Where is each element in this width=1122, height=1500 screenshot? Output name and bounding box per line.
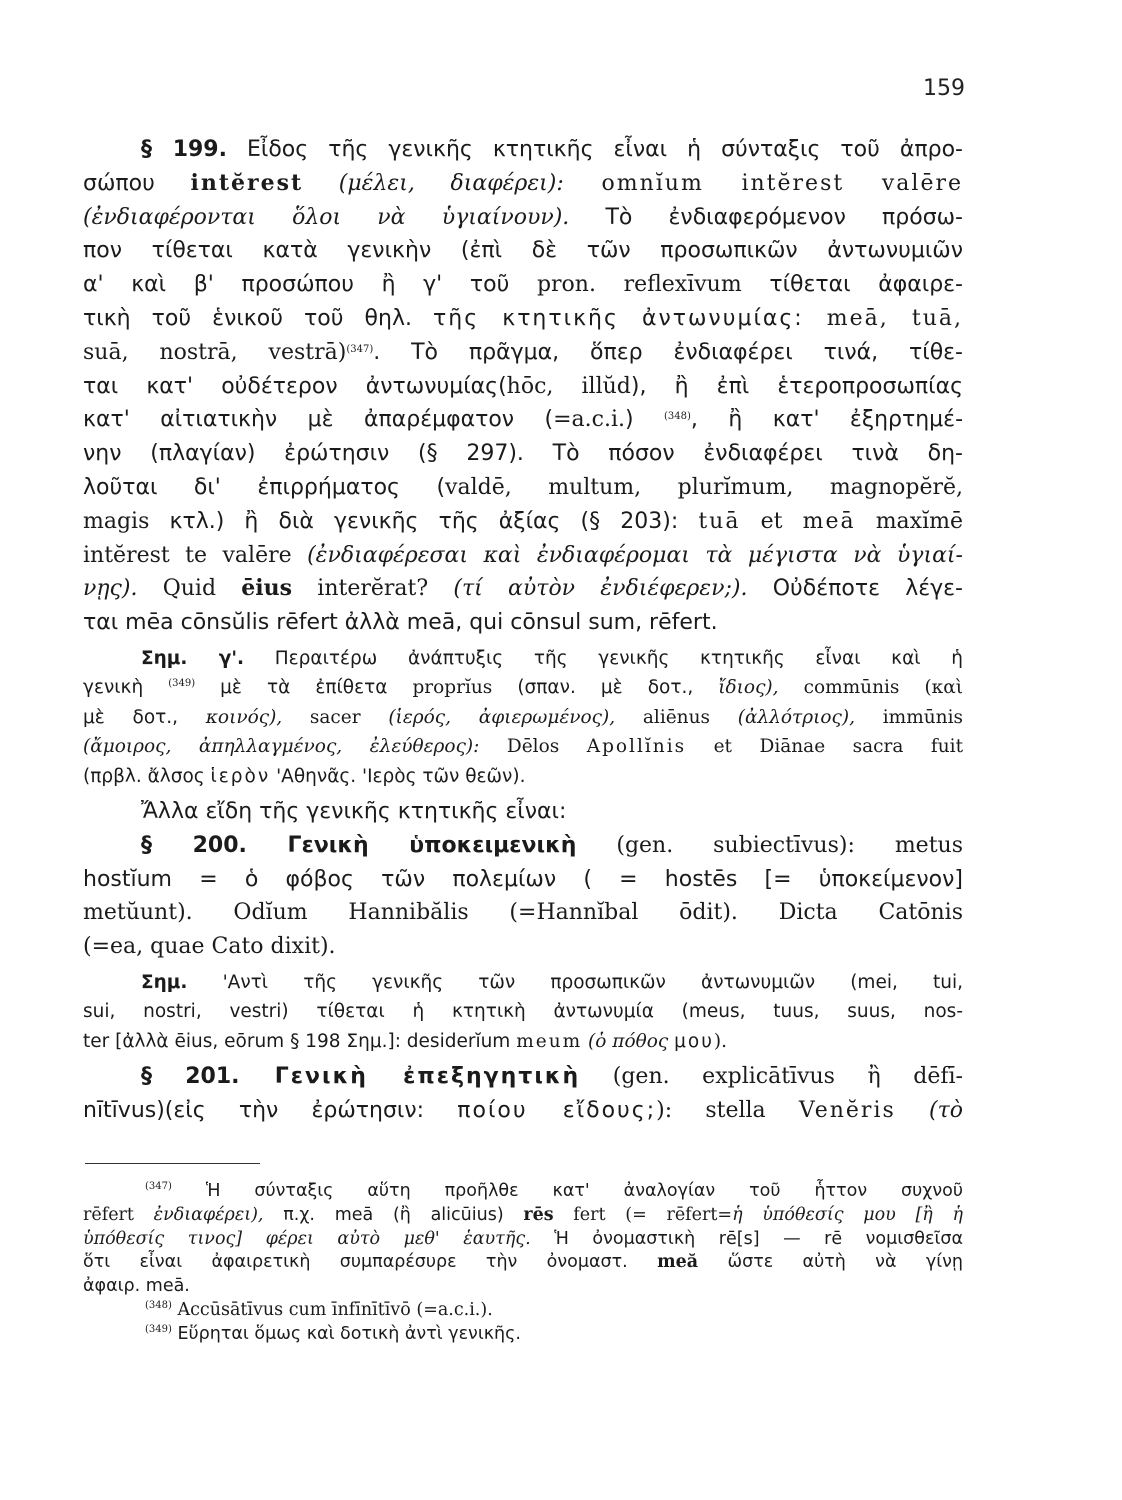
latin-example: Venĕris <box>798 1097 896 1123</box>
line <box>83 997 963 1026</box>
text: , ἢ κατ' ἐξηρτημέ- <box>690 407 964 433</box>
latin-term: fert (= rēfert= <box>553 1204 733 1225</box>
text: νην (πλαγίαν) ἐρώτησιν (§ 297). Τὸ πόσον ἐνδιαφέρει τινὰ δη- <box>83 441 963 467</box>
line <box>83 268 963 302</box>
line <box>83 829 963 863</box>
text: Τὸ ἐνδιαφερόμενον πρόσω- <box>569 204 964 230</box>
translation: (τὸ <box>895 1097 963 1123</box>
line <box>83 644 963 673</box>
translation: (ἐνδιαφέρεσαι καὶ ἐνδιαφέρομαι τὰ μέγιστα νὰ ὑγιαί- <box>307 542 963 568</box>
text: Εἶδος τῆς γενικῆς κτητικῆς εἶναι ἡ σύνταξις τοῦ ἀπρο- <box>226 137 963 162</box>
translation: ἴδιος), <box>718 677 779 699</box>
page-number: 159 <box>923 76 965 101</box>
latin-example: meā <box>802 508 856 534</box>
latin-example: ): stella <box>656 1097 799 1123</box>
latin-term: rēfert <box>83 1204 154 1225</box>
latin-example: (=ea, quae Cato dixit). <box>83 934 336 960</box>
line <box>83 703 963 732</box>
translation: (ἐνδιαφέρονται ὅλοι νὰ ὑγιαίνουν). <box>83 204 570 230</box>
keyword: rēs <box>523 1204 554 1225</box>
translation: κοινός), <box>205 706 283 728</box>
footnote-349 <box>83 1323 963 1347</box>
text: π.χ. meā (ἢ alicūius) <box>263 1204 524 1225</box>
text: Accūsātīvus cum īnfīnītīvō (=a.c.i.). <box>171 1299 493 1320</box>
section-200 <box>83 829 963 964</box>
line <box>83 471 963 505</box>
text: ), ἢ ἐπὶ ἑτεροπροσωπίας <box>630 373 963 399</box>
latin-term: proprĭus <box>412 677 493 699</box>
line <box>83 572 963 606</box>
text: (πρβλ. ἄλσος <box>83 765 211 787</box>
latin-example: Quid <box>137 576 242 602</box>
line <box>83 1060 963 1094</box>
translation: (ἱερός, ἀφιερωμένος), <box>388 706 616 728</box>
footnotes <box>83 1180 963 1347</box>
latin-example: et Diānae sacra fuit <box>686 736 964 758</box>
latin-example: maxĭmē <box>855 508 963 534</box>
note-gamma <box>83 644 963 791</box>
text: sui, nostri, vestri) τίθεται ἡ κτητικὴ ἀντωνυμία (meus, tuus, suus, nos- <box>83 1001 963 1023</box>
latin-example: (gen. subiectīvus): metus <box>576 832 963 858</box>
line <box>83 234 963 268</box>
latin-example: meā, tuā, <box>803 305 963 331</box>
text: ται mēa cōnsŭlis rēfert ἀλλὰ meā, qui cōnsul sum, rēfert. <box>83 610 718 636</box>
spaced-text: μου <box>674 1030 714 1052</box>
latin-example: Dēlos <box>479 736 587 758</box>
line <box>83 167 963 201</box>
latin-term: pron. reflexīvum <box>536 272 742 298</box>
main-text <box>83 133 963 1128</box>
latin-example: intĕrest te valēre <box>83 542 308 568</box>
text: μὲ τὰ ἐπίθετα <box>195 677 413 699</box>
text: ἀφαιρ. meā. <box>83 1276 190 1297</box>
latin-term: commūnis (καὶ <box>778 677 963 699</box>
text: κτλ.) ἢ διὰ γενικῆς τῆς ἀξίας (§ 203): <box>149 508 699 534</box>
footnote-347 <box>83 1180 963 1204</box>
line <box>83 133 963 167</box>
line <box>83 606 963 640</box>
line <box>83 673 963 702</box>
translation: (μέλει, διαφέρει): <box>303 170 564 196</box>
translation: (ὁ πόθος <box>582 1030 675 1052</box>
line <box>83 505 963 539</box>
text: σώπου <box>83 170 191 196</box>
text: ) <box>625 407 665 433</box>
latin-example: (gen. explicātīvus ἢ dēfī- <box>580 1064 963 1090</box>
line <box>83 1251 963 1275</box>
translation: ἐνδιαφέρει), <box>153 1204 264 1225</box>
text: 'Αθηνᾶς. 'Ιερὸς τῶν θεῶν). <box>270 765 526 787</box>
keyword: intĕrest <box>190 169 304 196</box>
text: nītīvus)(εἰς τὴν ἐρώτησιν: <box>83 1097 458 1123</box>
line <box>83 1204 963 1228</box>
latin-term: sacer <box>282 706 389 728</box>
text: ). <box>713 1030 728 1052</box>
latin-example: et <box>740 508 803 534</box>
section-199 <box>83 133 963 640</box>
text: ter [ἀλλὰ ēius, eōrum § 198 Σημ.]: desiderĭum <box>83 1030 517 1052</box>
spaced-text: τῆς κτητικῆς ἀντωνυμίας: <box>433 305 804 331</box>
section-number: § 201. <box>141 1064 240 1090</box>
footnote-mark: (348) <box>145 1299 172 1311</box>
line <box>83 1094 963 1128</box>
text: γενικὴ <box>83 677 169 699</box>
line <box>83 336 963 370</box>
footnote-separator <box>85 1163 260 1164</box>
latin-term: =a.c.i. <box>553 407 625 433</box>
latin-example: suā, nostrā, vestrā) <box>83 339 347 365</box>
other-types-heading <box>83 795 963 829</box>
translation: ἡ ὑπόθεσίς μου [ἢ ἡ <box>732 1204 963 1225</box>
text: . Τὸ πρᾶγμα, ὅπερ ἐνδιαφέρει τινά, τίθε- <box>373 339 963 365</box>
translation: νῃς). <box>83 576 138 602</box>
spaced-text: ποίου εἴδους; <box>457 1097 657 1123</box>
latin-example: magis <box>83 508 150 534</box>
text: Εὕρηται ὅμως καὶ δοτικὴ ἀντὶ γενικῆς. <box>171 1323 521 1344</box>
text: τικὴ τοῦ ἑνικοῦ τοῦ θηλ. <box>83 305 434 331</box>
spaced-text: ἱερὸν <box>210 765 271 787</box>
line <box>83 201 963 235</box>
text: α' καὶ β' προσώπου ἢ γ' τοῦ <box>83 272 537 298</box>
text: κατ' αἰτιατικὴν μὲ ἀπαρέμφατον ( <box>83 407 554 433</box>
latin-example: Apollĭnis <box>586 736 687 758</box>
text: Περαιτέρω ἀνάπτυξις τῆς γενικῆς κτητικῆς εἶναι καὶ ἡ <box>244 647 963 669</box>
line <box>83 930 963 964</box>
text: ὅτι εἶναι ἀφαιρετικὴ συμπαρέσυρε τὴν ὀνομαστ. <box>83 1252 658 1273</box>
latin-example: metŭunt). Odĭum Hannibălis (=Hannĭbal ōdit). Dicta Catōnis <box>83 900 963 926</box>
keyword: meă <box>657 1252 699 1273</box>
note-label: Σημ. γ'. <box>141 647 245 669</box>
latin-example: interĕrat? <box>292 576 454 602</box>
section-number: § 200. <box>141 832 247 858</box>
text: Ἡ ὀνομαστικὴ rē[s] — rē νομισθεῖσα <box>530 1228 963 1249</box>
latin-example: hōc, illŭd <box>506 373 631 399</box>
line <box>83 762 963 791</box>
text: Ἡ σύνταξις αὕτη προῆλθε κατ' ἀναλογίαν τοῦ ἧττον συχνοῦ <box>171 1181 963 1201</box>
text: ται κατ' οὐδέτερον ἀντωνυμίας( <box>83 373 507 399</box>
line <box>83 968 963 997</box>
footnote-mark: (349) <box>145 1323 172 1335</box>
text: 'Αντὶ τῆς γενικῆς τῶν προσωπικῶν ἀντωνυμιῶν (mei, tui, <box>187 971 963 993</box>
line <box>83 370 963 404</box>
line <box>83 732 963 761</box>
footnote-ref: (347) <box>346 343 374 355</box>
footnote-348 <box>83 1299 963 1323</box>
section-number: § 199. <box>141 137 227 162</box>
latin-example: omnĭum intĕrest valēre <box>563 170 964 196</box>
latin-term: aliēnus <box>615 706 738 728</box>
text: τίθεται ἀφαιρε- <box>741 272 963 298</box>
translation: (ἀλλότριος), <box>737 706 856 728</box>
footnote-ref: (349) <box>168 678 196 690</box>
note-label: Σημ. <box>141 971 188 993</box>
line <box>83 1027 963 1056</box>
translation: ὑπόθεσίς τινος] φέρει αὐτὸ μεθ' ἑαυτῆς. <box>83 1228 531 1249</box>
keyword: ēius <box>241 575 293 602</box>
section-title: Γενικὴ ὑποκειμενικὴ <box>246 832 577 858</box>
footnote-mark: (347) <box>145 1181 172 1192</box>
text: μὲ δοτ., <box>83 706 206 728</box>
translation: (ἄμοιρος, ἀπηλλαγμένος, ἐλεύθερος): <box>83 736 480 758</box>
text: Ἄλλα εἴδη τῆς γενικῆς κτητικῆς εἶναι: <box>141 798 567 824</box>
text: Οὐδέποτε λέγε- <box>747 576 963 602</box>
latin-term: immūnis <box>855 706 963 728</box>
latin-example: tuā <box>698 508 741 534</box>
line <box>83 437 963 471</box>
line <box>83 539 963 573</box>
section-title: Γενικὴ ἐπεξηγητικὴ <box>239 1064 581 1090</box>
line <box>83 403 963 437</box>
line <box>83 896 963 930</box>
line <box>83 863 963 897</box>
text: (σπαν. μὲ δοτ., <box>492 677 719 699</box>
note-200 <box>83 968 963 1056</box>
latin-example: valdē, multum, plurĭmum, magnopĕrĕ, <box>445 474 963 500</box>
translation: (τί αὐτὸν ἐνδιέφερεν;). <box>453 576 748 602</box>
section-201 <box>83 1060 963 1128</box>
line <box>83 1275 963 1299</box>
text: πον τίθεται κατὰ γενικὴν (ἐπὶ δὲ τῶν προσωπικῶν ἀντωνυμιῶν <box>83 238 963 264</box>
footnote-ref: (348) <box>664 411 691 423</box>
text: hostĭum = ὁ φόβος τῶν πολεμίων ( = hostēs [= ὑποκείμενον] <box>83 866 963 892</box>
line <box>83 302 963 336</box>
line <box>83 1228 963 1252</box>
latin-example: meum <box>516 1030 583 1052</box>
text: λοῦται δι' ἐπιρρήματος ( <box>83 474 446 500</box>
text: ὥστε αὐτὴ νὰ γίνῃ <box>698 1252 963 1273</box>
